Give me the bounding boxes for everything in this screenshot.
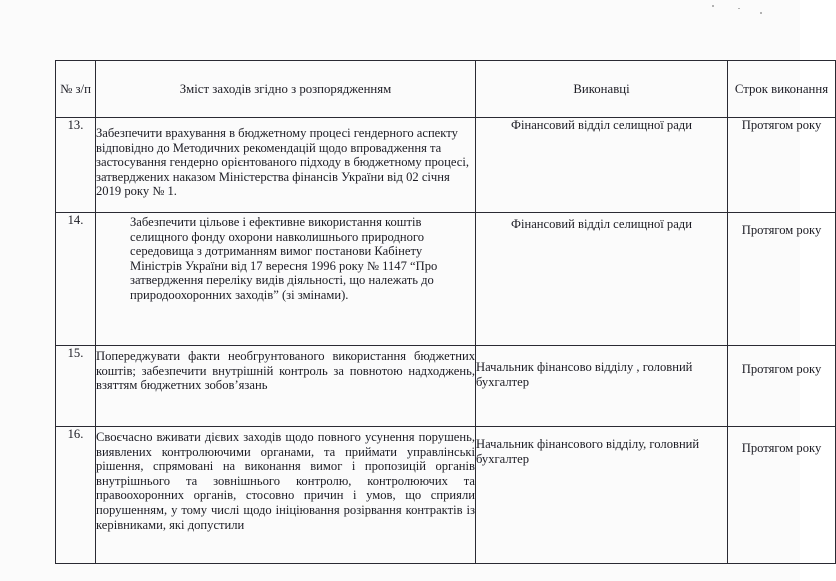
row-deadline: Протягом року bbox=[728, 118, 836, 213]
table-row bbox=[56, 427, 836, 564]
row-content: Забезпечити врахування в бюджетному процесі гендерного аспекту відповідно до Методичних рекомендацій щодо впровадження та застосування гендерно орієнтованого підходу в бюджетному процесі, затверджених наказом Міністерства фінансів України від 02 січня 2019 року № 1. bbox=[96, 118, 476, 213]
row-number: 13. bbox=[56, 118, 96, 213]
row-number: 15. bbox=[56, 346, 96, 427]
header-content: Зміст заходів згідно з розпорядженням bbox=[96, 61, 476, 118]
header-deadline: Строк виконання bbox=[728, 61, 836, 118]
table-row bbox=[56, 118, 836, 213]
header-executors: Виконавці bbox=[476, 61, 728, 118]
row-executors: Начальник фінансово відділу , головний бухгалтер bbox=[476, 346, 728, 427]
scan-speck bbox=[712, 5, 714, 7]
table-row bbox=[56, 213, 836, 346]
table-header-row bbox=[56, 61, 836, 118]
row-content: Своєчасно вживати дієвих заходів щодо повного усунення порушень, виявлених контролюючими органами, та приймати управлінські рішення, спрямовані на виконання вимог і пропозицій органів внутрішнього та зовнішнього контролю, контролюючих та правоохоронних органів, стосовно причин і умов, що сприяли порушенням, у тому числі щодо ініціювання розірвання контрактів із керівниками, які допустили bbox=[96, 427, 476, 564]
row-content: Попереджувати факти необгрунтованого використання бюджетних коштів; забезпечити внутрішній контроль за повнотою надходжень, взяттям бюджетних зобов’язань bbox=[96, 346, 476, 427]
row-content: Забезпечити цільове і ефективне використання коштів селищного фонду охорони навколишнього природного середовища з дотриманням вимог постанови Кабінету Міністрів України від 17 вересня 1996 року № 1147 “Про затвердження переліку видів діяльності, що належать до природоохоронних заходів” (зі змінами). bbox=[96, 213, 476, 346]
scan-speck bbox=[760, 12, 762, 14]
row-number: 16. bbox=[56, 427, 96, 564]
row-executors: Фінансовий відділ селищної ради bbox=[476, 213, 728, 346]
row-deadline: Протягом року bbox=[728, 346, 836, 427]
row-executors: Начальник фінансового відділу, головний бухгалтер bbox=[476, 427, 728, 564]
row-deadline: Протягом року bbox=[728, 213, 836, 346]
measures-table bbox=[55, 60, 836, 564]
table-row bbox=[56, 346, 836, 427]
row-deadline: Протягом року bbox=[728, 427, 836, 564]
row-executors: Фінансовий відділ селищної ради bbox=[476, 118, 728, 213]
header-number: № з/п bbox=[56, 61, 96, 118]
row-number: 14. bbox=[56, 213, 96, 346]
scan-speck bbox=[738, 8, 740, 9]
